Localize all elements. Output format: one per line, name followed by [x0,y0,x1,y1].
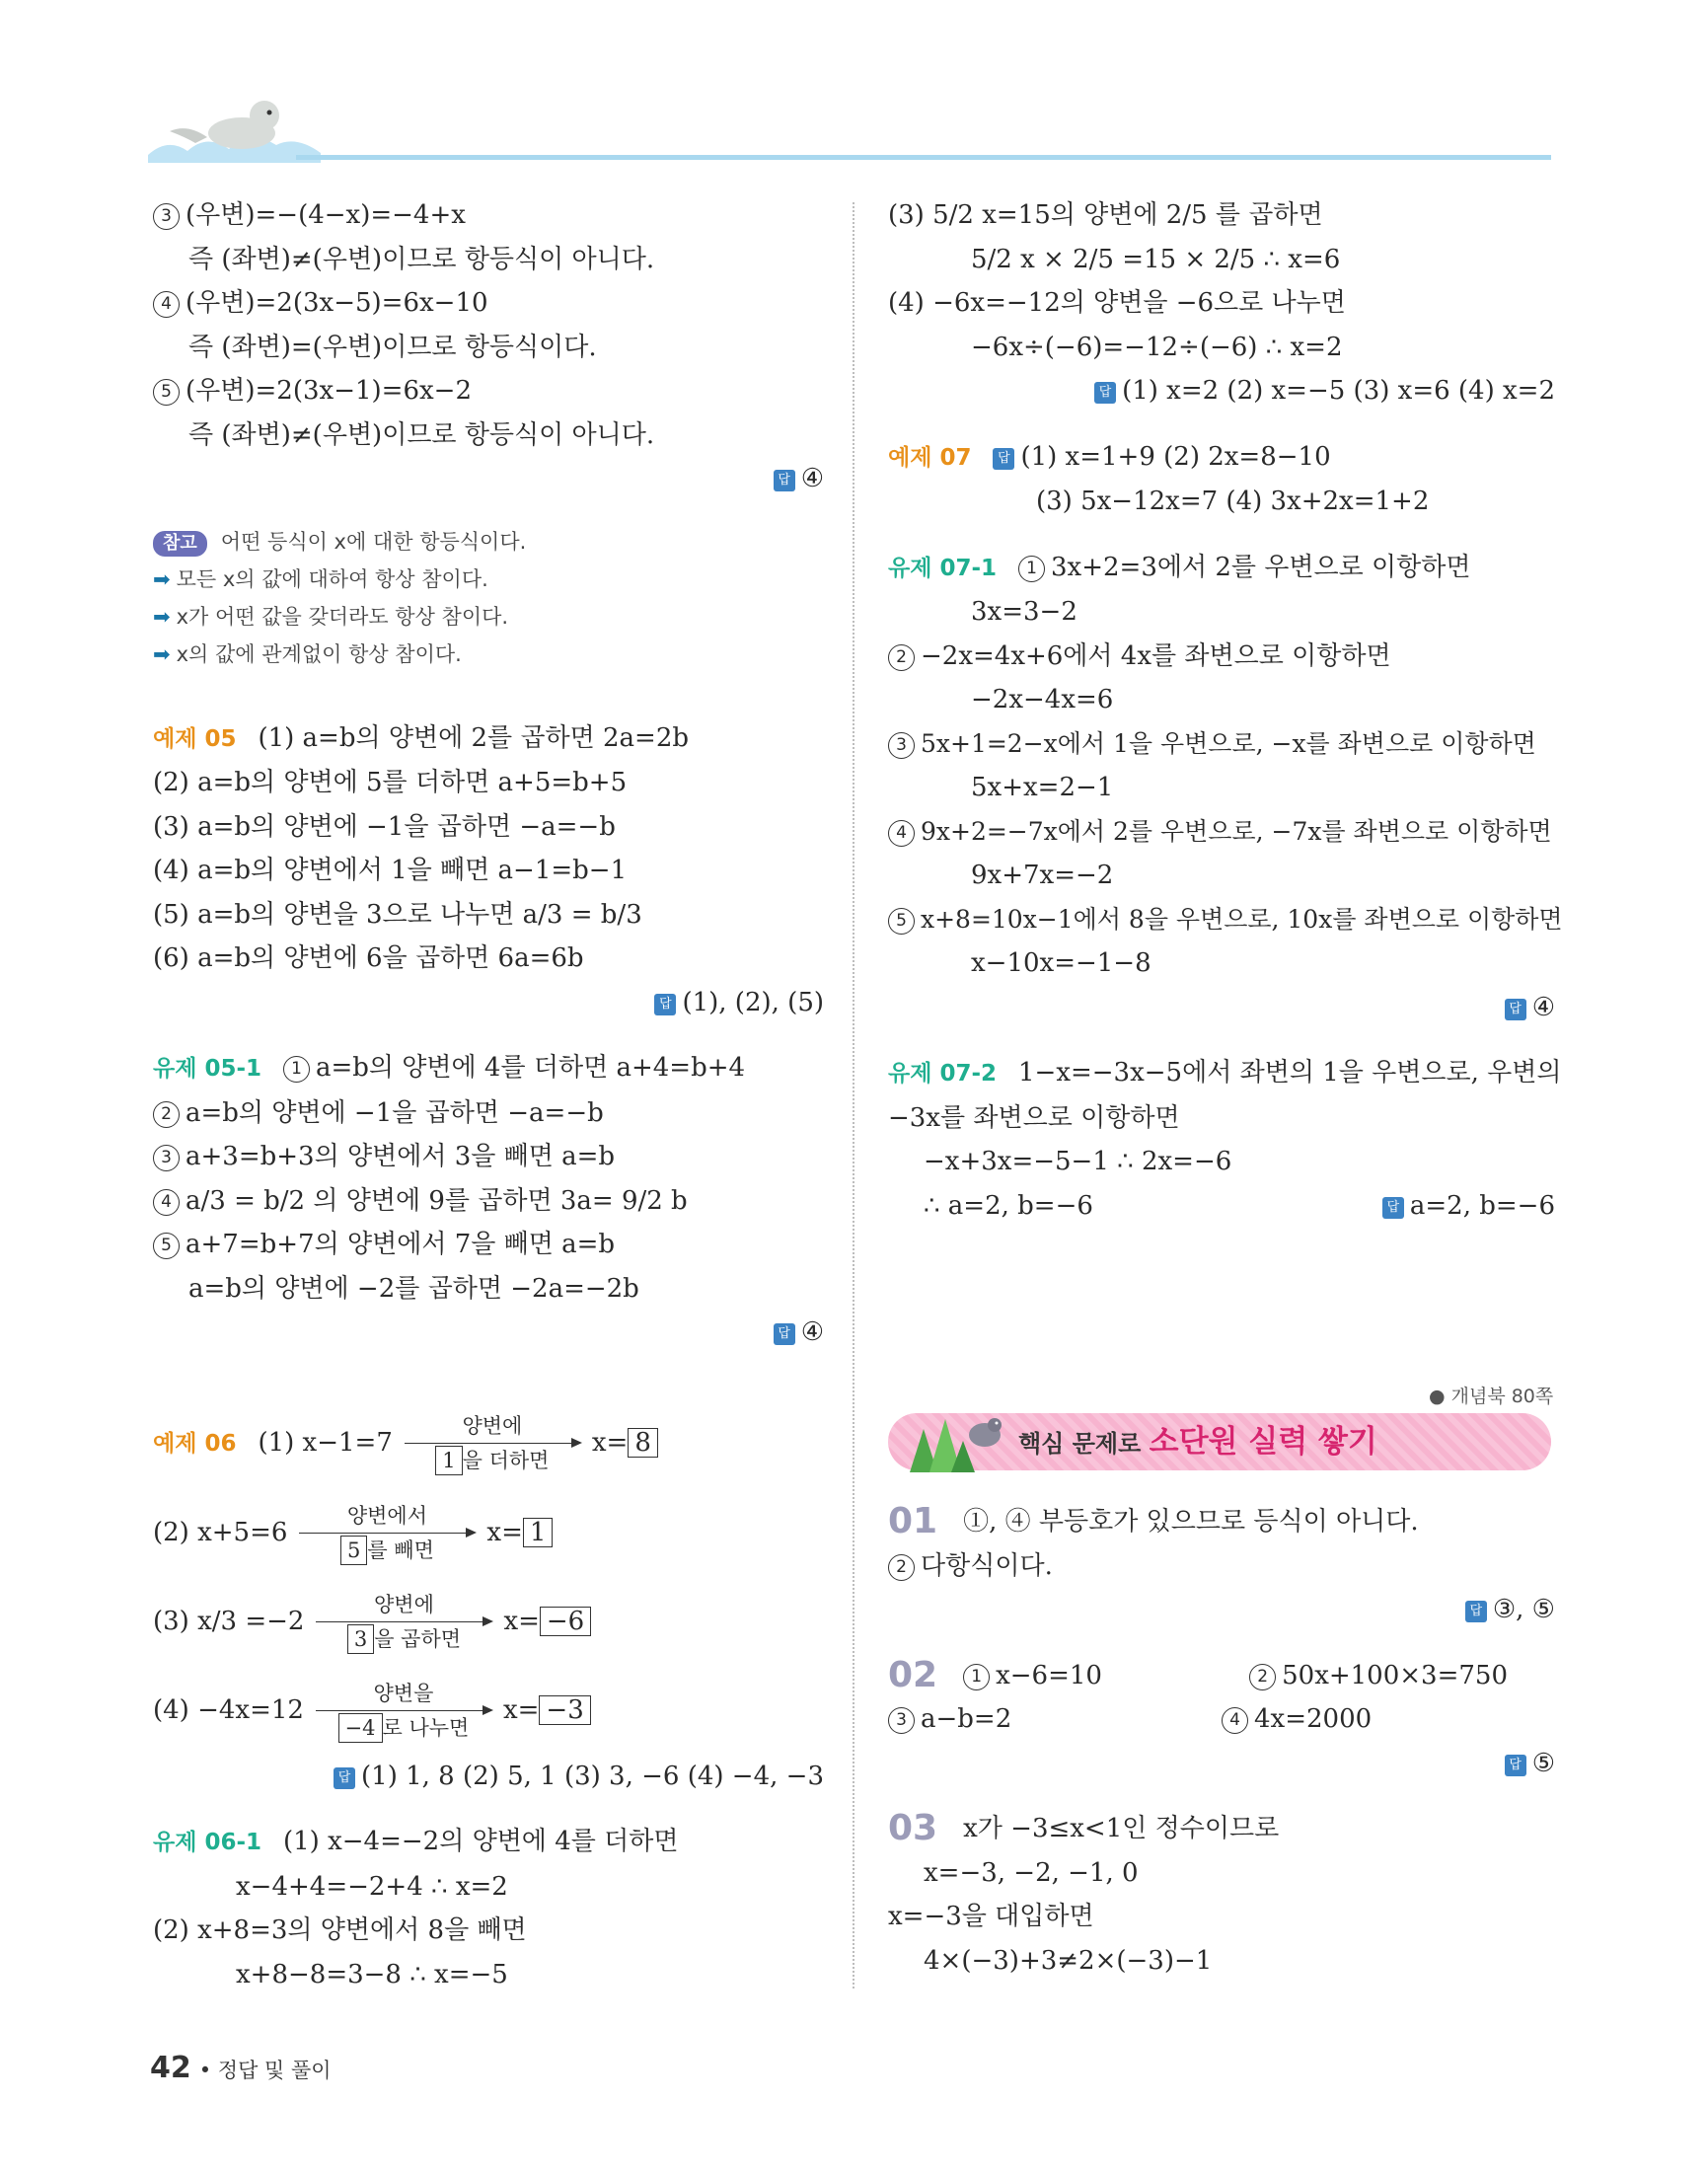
exercise-label: 유제 06-1 [153,1830,261,1855]
blank-box: 3 [347,1624,374,1654]
solution-line: (6) a=b의 양변에 6을 곱하면 6a=6b [153,943,584,973]
arrow-icon [316,1621,491,1622]
answer-text: ④ [800,464,824,493]
answer-text: ⑤ [1531,1748,1555,1778]
line-text: 9x+2=−7x에서 2를 우변으로, −7x를 좌변으로 이항하면 [921,816,1552,846]
solution-line [888,898,1563,942]
line-text: (1) x−4=−2의 양변에 4를 더하면 [283,1827,679,1856]
spacer [888,1632,1555,1654]
concept-book-reference: ● 개념북 80쪽 [1429,1386,1554,1407]
choice-4-marker: 4 [1222,1707,1248,1734]
choice-2-marker: 2 [1249,1664,1276,1690]
solution-line: −2x−4x=6 [971,685,1114,714]
answer-text: (1) x=2 (2) x=−5 (3) x=6 (4) x=2 [1122,376,1555,406]
exercise-07-1-line [888,546,1555,591]
choice-1-marker: 1 [283,1056,310,1083]
reference-line [153,598,824,636]
transform-bottom-text: 을 더하면 [462,1449,550,1472]
problem-01-line [888,1500,1555,1544]
transform-bottom-label [299,1536,475,1565]
result-text: x= [502,1694,540,1725]
exercise-05-1-line [153,1046,824,1091]
answer-text: (1) 1, 8 (2) 5, 1 (3) 3, −6 (4) −4, −3 [361,1761,824,1791]
answer-line [888,986,1555,1030]
solution-line: (5) a=b의 양변을 3으로 나누면 a/3 = b/3 [153,899,642,930]
arrow-icon [299,1533,475,1534]
choice-2-marker: 2 [888,1554,915,1581]
solution-line [888,635,1555,679]
exercise-06-1-line [153,1820,824,1865]
line-text: a+7=b+7의 양변에서 7을 빼면 a=b [186,1230,616,1259]
answer-line [888,369,1555,413]
solution-line [153,193,824,238]
equation-text: (4) −4x=12 [153,1694,304,1725]
answer-icon: 답 [774,470,795,491]
arrow-icon [405,1443,580,1444]
choice-4-marker: 4 [153,291,180,318]
solution-line: x=−3, −2, −1, 0 [924,1857,1139,1888]
line-text: ①, ④ 부등호가 있으므로 등식이 아니다. [963,1507,1419,1537]
choice-2-marker: 2 [888,644,915,671]
solution-line: 5/2 x × 2/5 =15 × 2/5 ∴ x=6 [971,244,1341,274]
equation-text: (1) x−1=7 [258,1427,393,1458]
choice-3-marker: 3 [153,1145,180,1171]
solution-line [153,1091,824,1136]
line-text: (1) a=b의 양변에 2를 곱하면 2a=2b [258,722,690,753]
blank-box: 1 [435,1446,462,1475]
blank-box: 1 [523,1518,554,1547]
transform-top-label: 양변에 [462,1414,523,1438]
answer-line [153,1311,824,1355]
solution-line [888,810,1555,855]
answer-line [888,1742,1555,1786]
choice-5-marker: 5 [153,379,180,406]
footer-title: • 정답 및 풀이 [198,2059,332,2082]
right-column [888,193,1563,1228]
transform-arrow [316,1590,491,1654]
answer-icon: 답 [654,994,676,1015]
line-text: a=b의 양변에 −1을 곱하면 −a=−b [186,1097,604,1128]
choice-4-marker: 4 [153,1189,180,1216]
solution-line [153,1179,824,1224]
transform-bottom-label [316,1713,491,1743]
line-text: x가 −3≤x<1인 정수이므로 [963,1814,1280,1843]
solution-line: x+8−8=3−8 ∴ x=−5 [236,1959,508,1989]
solution-line [888,1544,1555,1589]
answer-line [153,981,824,1025]
solution-line: (4) a=b의 양변에서 1을 빼면 a−1=b−1 [153,856,628,885]
line-text: 5x+1=2−x에서 1을 우변으로, −x를 좌변으로 이항하면 [921,728,1536,758]
choice-4-marker: 4 [888,820,915,847]
transform-bottom-text: 로 나누면 [382,1716,470,1740]
example-07-line [888,435,1555,481]
line-text: (1) x=1+9 (2) 2x=8−10 [1020,441,1331,472]
spacer [153,1798,824,1820]
reference-line [153,523,824,561]
line-text: 3x+2=3에서 2를 우변으로 이항하면 [1051,552,1471,582]
choice-3-marker: 3 [888,732,915,759]
choice-5-marker: 5 [153,1233,180,1259]
spacer [153,673,824,716]
reference-text: x의 값에 관계없이 항상 참이다. [176,641,462,666]
solution-line: 4×(−3)+3≠2×(−3)−1 [924,1945,1213,1976]
spacer [153,1355,824,1398]
transform-arrow [405,1411,580,1475]
solution-line [153,1135,824,1179]
answer-icon: 답 [1382,1197,1404,1219]
exercise-label: 유제 07-1 [888,555,997,581]
solution-line: x−10x=−1−8 [971,948,1151,978]
problem-number: 03 [888,1808,938,1848]
section-title-main: 소단원 실력 쌓기 [1149,1424,1377,1460]
answer-inline [1382,1184,1555,1229]
choice-5-marker: 5 [888,908,915,935]
solution-line: (2) a=b의 양변에 5를 더하면 a+5=b+5 [153,768,628,797]
choice-1-marker: 1 [1018,556,1045,582]
solution-line: 3x=3−2 [971,597,1077,627]
solution-line [153,1577,824,1666]
reference-text: 모든 x의 값에 대하여 항상 참이다. [176,566,488,591]
line-text: 50x+100×3=750 [1282,1660,1509,1690]
answer-line [153,457,824,501]
exercise-label: 유제 05-1 [153,1056,261,1082]
solution-line: −6x÷(−6)=−12÷(−6) ∴ x=2 [971,332,1343,362]
spacer [153,1024,824,1046]
answer-icon: 답 [993,448,1014,470]
equation-text: (3) x/3 =−2 [153,1606,305,1636]
line-text: −2x=4x+6에서 4x를 좌변으로 이항하면 [921,640,1391,671]
solution-line: (3) 5/2 x=15의 양변에 2/5 를 곱하면 [888,200,1323,230]
solution-line [153,1488,824,1577]
blank-box: 5 [340,1536,367,1565]
answer-line [888,1588,1555,1632]
transform-arrow [316,1679,491,1743]
answer-icon: 답 [1505,999,1526,1020]
solution-line: 5x+x=2−1 [971,773,1114,802]
answer-icon: 답 [1094,382,1116,404]
solution-line: 즉 (좌변)=(우변)이므로 항등식이다. [188,332,597,362]
transform-bottom-text: 를 빼면 [367,1538,434,1562]
example-05-line [153,716,824,762]
solution-line [888,1697,1555,1742]
solution-line: (3) a=b의 양변에 −1을 곱하면 −a=−b [153,811,616,842]
column-divider [853,202,854,1988]
choice-3-marker: 3 [888,1707,915,1734]
spacer [888,413,1555,435]
line-text: a−b=2 [921,1704,1012,1734]
line-text: 4x=2000 [1254,1704,1373,1734]
problems-block [888,1500,1555,1983]
solution-line: a=b의 양변에 −2를 곱하면 −2a=−2b [188,1273,639,1304]
blank-box: −6 [540,1607,591,1636]
spacer [153,501,824,523]
transform-arrow [299,1501,475,1565]
line-text: x−6=10 [996,1660,1102,1690]
solution-line [888,1184,1555,1229]
arrow-icon [316,1710,491,1711]
transform-bottom-label [316,1624,491,1654]
reference-text: 어떤 등식이 x에 대한 항등식이다. [220,529,527,554]
solution-line: x−4+4=−2+4 ∴ x=2 [236,1871,508,1902]
solution-line [153,281,824,326]
solution-line: (4) −6x=−12의 양변을 −6으로 나누면 [888,288,1346,318]
line-text: ∴ a=2, b=−6 [924,1190,1093,1221]
blank-box: 8 [628,1428,658,1458]
example-label: 예제 07 [888,444,972,471]
solution-line [153,369,824,413]
exercise-label: 유제 07-2 [888,1061,997,1087]
line-text: (우변)=2(3x−1)=6x−2 [186,376,472,406]
answer-icon: 답 [334,1767,355,1789]
choice-3-marker: 3 [153,203,180,230]
exercise-07-2-line [888,1051,1562,1096]
answer-text: ④ [1531,992,1555,1022]
page-footer [150,2051,332,2085]
solution-line [153,1666,824,1755]
problem-02-line [888,1654,1555,1698]
solution-line: 9x+7x=−2 [971,861,1114,890]
answer-text: ③, ⑤ [1492,1595,1555,1624]
equation-text: (2) x+5=6 [153,1517,288,1547]
answer-icon: 답 [1505,1755,1526,1776]
line-text: 1−x=−3x−5에서 좌변의 1을 우변으로, 우변의 [1018,1058,1562,1088]
reference-tag: 참고 [153,531,207,557]
arrow-icon: ➡ [153,641,171,666]
example-label: 예제 05 [153,725,237,752]
answer-icon: 답 [1465,1601,1487,1622]
transform-top-label: 양변을 [373,1682,434,1705]
line-text: 다항식이다. [921,1550,1053,1581]
answer-text: (1), (2), (5) [682,987,824,1017]
result-text: x= [486,1517,523,1547]
problem-number: 01 [888,1501,938,1541]
spacer [888,1029,1555,1051]
answer-text: ④ [800,1317,824,1347]
reference-line [153,636,824,673]
answer-text: a=2, b=−6 [1409,1190,1555,1221]
solution-line: (2) x+8=3의 양변에서 8을 빼면 [153,1915,527,1945]
line-text: (우변)=2(3x−5)=6x−10 [186,288,488,318]
choice-2-marker: 2 [153,1101,180,1128]
example-06-line [153,1398,824,1488]
reference-text: x가 어떤 값을 갖더라도 항상 참이다. [176,604,509,629]
blank-box: −3 [539,1695,590,1725]
answer-line [153,1755,824,1799]
blank-box: −4 [338,1713,383,1743]
trees-bird-icon [900,1401,1008,1474]
solution-line [888,722,1555,767]
answer-icon: 답 [774,1323,795,1345]
solution-line: −3x를 좌변으로 이항하면 [888,1102,1180,1133]
problem-number: 02 [888,1654,938,1695]
arrow-icon: ➡ [153,604,171,629]
line-text: a+3=b+3의 양변에서 3을 빼면 a=b [186,1142,616,1171]
line-text: a=b의 양변에 4를 더하면 a+4=b+4 [316,1053,746,1083]
result-text: x= [591,1427,629,1458]
choice-1-marker: 1 [963,1664,990,1690]
line-text: (우변)=−(4−x)=−4+x [186,200,466,230]
solution-line [153,1223,824,1267]
solution-line: −x+3x=−5−1 ∴ 2x=−6 [924,1147,1232,1176]
page-number: 42 [150,2051,191,2085]
header-rule [296,155,1551,160]
spacer [888,524,1555,546]
transform-top-label: 양변에서 [346,1504,427,1528]
line-text: a/3 = b/2 의 양변에 9를 곱하면 3a= 9/2 b [186,1185,688,1216]
section-title [1018,1422,1377,1463]
arrow-icon: ➡ [153,566,171,591]
seal-mascot-icon [148,94,326,163]
line-text: x+8=10x−1에서 8을 우변으로, 10x를 좌변으로 이항하면 [921,904,1563,934]
spacer [888,1785,1555,1807]
example-label: 예제 06 [153,1430,237,1457]
transform-bottom-label [405,1446,580,1475]
transform-bottom-text: 을 곱하면 [374,1627,462,1651]
solution-line: x=−3을 대입하면 [888,1902,1094,1931]
transform-top-label: 양변에 [374,1593,434,1616]
solution-line: 즉 (좌변)≠(우변)이므로 항등식이 아니다. [188,419,655,450]
left-column [153,193,824,1996]
solution-line: (3) 5x−12x=7 (4) 3x+2x=1+2 [1036,487,1430,516]
solution-line: 즉 (좌변)≠(우변)이므로 항등식이 아니다. [188,244,655,274]
problem-03-line [888,1807,1555,1851]
section-title-prefix: 핵심 문제로 [1018,1430,1142,1458]
reference-line [153,561,824,598]
result-text: x= [503,1606,540,1636]
